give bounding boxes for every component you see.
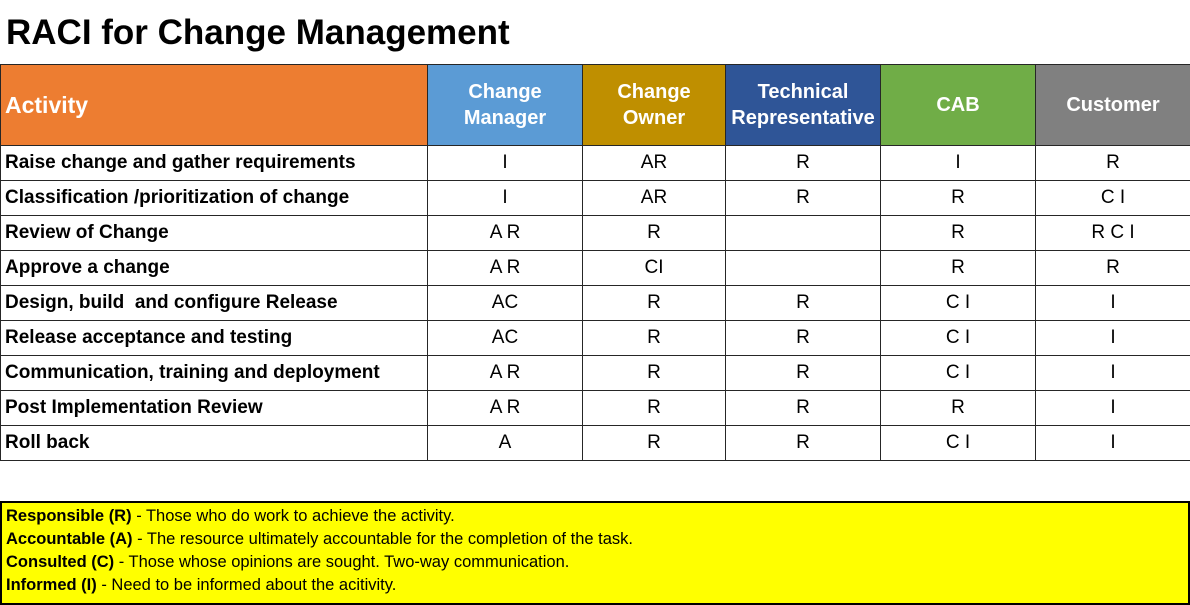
activity-cell: Design, build and configure Release — [1, 286, 428, 321]
raci-cell: R — [583, 286, 726, 321]
legend-desc: - The resource ultimately accountable for the completion of the task. — [132, 530, 633, 548]
raci-cell: AR — [583, 181, 726, 216]
legend-item — [6, 505, 1184, 528]
header-technical-representative — [726, 65, 881, 146]
activity-cell: Approve a change — [1, 251, 428, 286]
table-row — [1, 356, 1190, 391]
raci-cell: A R — [428, 356, 583, 391]
raci-cell: R — [726, 181, 881, 216]
raci-cell: CI — [583, 251, 726, 286]
raci-cell: I — [881, 146, 1036, 181]
header-change-owner — [583, 65, 726, 146]
legend-item — [6, 551, 1184, 574]
legend-desc: - Those whose opinions are sought. Two-way communication. — [114, 553, 570, 571]
header-customer — [1036, 65, 1190, 146]
table-row — [1, 181, 1190, 216]
raci-cell — [726, 216, 881, 251]
header-cab — [881, 65, 1036, 146]
activity-cell: Classification /prioritization of change — [1, 181, 428, 216]
header-label-line1: Technical — [757, 81, 849, 103]
raci-cell: I — [1036, 286, 1190, 321]
raci-cell: R — [726, 391, 881, 426]
raci-cell: R — [726, 426, 881, 461]
activity-cell: Raise change and gather requirements — [1, 146, 428, 181]
activity-cell: Release acceptance and testing — [1, 321, 428, 356]
header-label: CAB — [936, 94, 980, 116]
raci-cell: R — [583, 216, 726, 251]
raci-cell: I — [1036, 321, 1190, 356]
legend-desc: - Need to be informed about the acitivity. — [96, 576, 397, 594]
legend-term: Consulted (C) — [6, 553, 115, 571]
legend-item — [6, 574, 1184, 597]
header-label-line2: Manager — [463, 107, 547, 129]
activity-cell: Review of Change — [1, 216, 428, 251]
header-row — [1, 65, 1190, 146]
raci-cell: R — [1036, 251, 1190, 286]
raci-cell: A R — [428, 251, 583, 286]
raci-cell: C I — [881, 426, 1036, 461]
raci-cell: R C I — [1036, 216, 1190, 251]
raci-cell: I — [428, 146, 583, 181]
raci-cell: R — [726, 146, 881, 181]
legend-desc: - Those who do work to achieve the activity. — [131, 507, 455, 525]
table-row — [1, 251, 1190, 286]
raci-cell: R — [1036, 146, 1190, 181]
raci-cell: AC — [428, 321, 583, 356]
table-row — [1, 426, 1190, 461]
header-label-line1: Change — [617, 81, 691, 103]
header-label-line1: Change — [468, 81, 542, 103]
raci-cell: R — [726, 286, 881, 321]
raci-cell: A — [428, 426, 583, 461]
header-label-line2: Representative — [731, 107, 875, 129]
raci-cell: A R — [428, 391, 583, 426]
raci-cell: R — [583, 426, 726, 461]
raci-cell: I — [428, 181, 583, 216]
header-label-line2: Owner — [622, 107, 686, 129]
raci-cell: A R — [428, 216, 583, 251]
raci-cell: AR — [583, 146, 726, 181]
legend-term: Accountable (A) — [6, 530, 133, 548]
raci-cell: C I — [881, 286, 1036, 321]
raci-cell: AC — [428, 286, 583, 321]
legend-box — [0, 501, 1190, 605]
raci-cell: R — [881, 181, 1036, 216]
raci-cell: I — [1036, 426, 1190, 461]
legend-term: Responsible (R) — [6, 507, 132, 525]
activity-cell: Roll back — [1, 426, 428, 461]
table-row — [1, 391, 1190, 426]
legend-term: Informed (I) — [6, 576, 97, 594]
raci-cell: R — [583, 391, 726, 426]
table-row — [1, 146, 1190, 181]
raci-cell: R — [881, 391, 1036, 426]
raci-cell — [726, 251, 881, 286]
table-row — [1, 321, 1190, 356]
legend-item — [6, 528, 1184, 551]
raci-cell: C I — [881, 356, 1036, 391]
raci-cell: C I — [1036, 181, 1190, 216]
raci-cell: I — [1036, 356, 1190, 391]
activity-cell: Communication, training and deployment — [1, 356, 428, 391]
raci-table — [0, 64, 1190, 461]
raci-cell: R — [726, 321, 881, 356]
activity-cell: Post Implementation Review — [1, 391, 428, 426]
table-row — [1, 286, 1190, 321]
header-activity: Activity — [1, 65, 428, 146]
raci-cell: R — [881, 216, 1036, 251]
page-title: RACI for Change Management — [6, 13, 510, 52]
raci-cell: C I — [881, 321, 1036, 356]
header-change-manager — [428, 65, 583, 146]
table-row — [1, 216, 1190, 251]
raci-cell: R — [726, 356, 881, 391]
raci-cell: R — [881, 251, 1036, 286]
raci-cell: R — [583, 321, 726, 356]
raci-cell: R — [583, 356, 726, 391]
raci-cell: I — [1036, 391, 1190, 426]
header-label: Customer — [1066, 94, 1160, 116]
